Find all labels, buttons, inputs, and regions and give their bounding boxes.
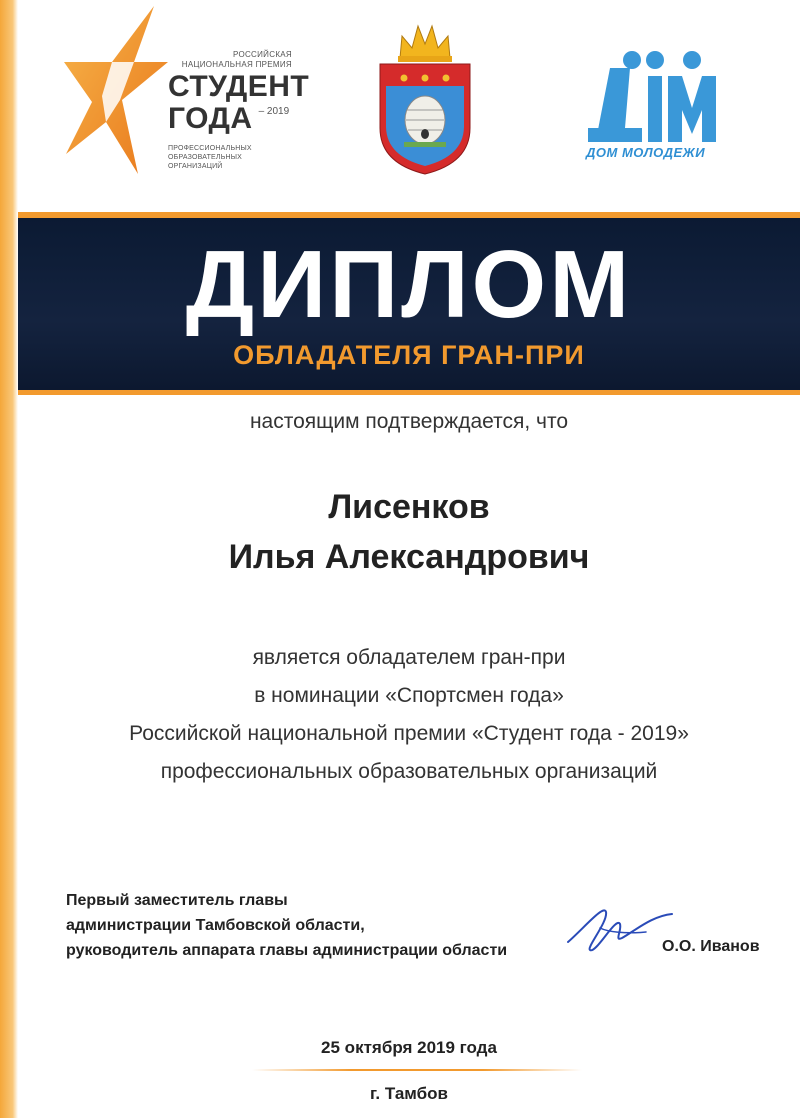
org-caption: ДОМ МОЛОДЕЖИ: [586, 145, 706, 160]
handwritten-signature: [556, 898, 676, 958]
award-line-2: в номинации «Спортсмен года»: [254, 684, 564, 707]
banner-bottom-stripe: [18, 390, 800, 395]
award-sub-line2: ОБРАЗОВАТЕЛЬНЫХ: [168, 154, 243, 161]
signatory-title-line3: руководитель аппарата главы администрации области: [66, 942, 508, 959]
award-line-4: профессиональных образовательных организаций: [160, 760, 658, 783]
orange-edge-decoration: [0, 0, 18, 1118]
coat-of-arms-icon: [370, 18, 480, 178]
diploma-date: 25 октября 2019 года: [321, 1038, 497, 1057]
award-line-1: является обладателем гран-при: [252, 646, 566, 669]
award-title-line2: ГОДА: [168, 102, 253, 135]
award-year: – 2019: [258, 106, 290, 117]
award-line-3: Российской национальной премии «Студент года - 2019»: [129, 722, 689, 745]
award-sub-line1: ПРОФЕССИОНАЛЬНЫХ: [168, 145, 252, 152]
recipient-given-names: Илья Александрович: [228, 538, 590, 576]
confirm-text: настоящим подтверждается, что: [249, 410, 569, 433]
date-divider: [252, 1069, 582, 1071]
diploma-city: г. Тамбов: [370, 1084, 448, 1103]
award-small-line1: РОССИЙСКАЯ: [233, 50, 292, 59]
recipient-surname: Лисенков: [328, 488, 490, 526]
star-logo-icon: [62, 4, 170, 176]
diploma-title: ДИПЛОМ: [185, 231, 633, 338]
diploma-subtitle: ОБЛАДАТЕЛЯ ГРАН-ПРИ: [233, 340, 585, 370]
award-title-line1: СТУДЕНТ: [168, 70, 310, 103]
signatory-title-line2: администрации Тамбовской области,: [66, 917, 365, 934]
award-small-line2: НАЦИОНАЛЬНАЯ ПРЕМИЯ: [181, 60, 292, 69]
signatory-title: [66, 888, 507, 963]
award-sub-line3: ОРГАНИЗАЦИЙ: [168, 163, 223, 170]
signatory-name: О.О. Иванов: [662, 938, 760, 955]
diploma-banner: [18, 218, 800, 390]
award-logo-text: [168, 50, 318, 171]
signatory-title-line1: Первый заместитель главы: [66, 892, 288, 909]
